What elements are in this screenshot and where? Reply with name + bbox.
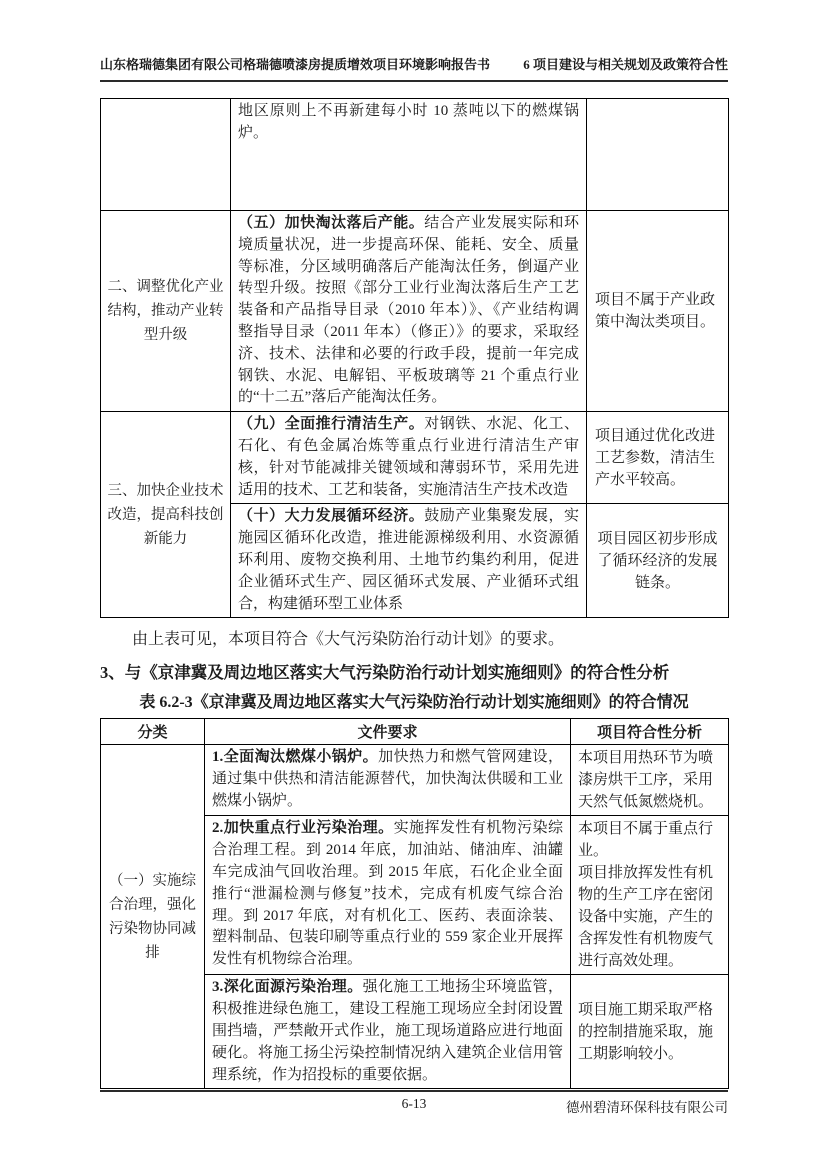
table-row [101,211,729,412]
analysis-cell [571,816,729,975]
header-report-title: 山东格瑞德集团有限公司格瑞德喷漆房提质增效项目环境影响报告书 [100,57,491,72]
page-number: 6-13 [401,1096,427,1111]
analysis-paragraph: 项目排放挥发性有机物的生产工序在密闭设备中实施，产生的含挥发性有机物废气进行高效处理。 [578,865,714,970]
category-cell: 二、调整优化产业结构，推动产业转型升级 [101,211,231,412]
requirement-lead: 3.深化面源污染治理。 [212,979,363,996]
requirement-cell [205,975,571,1089]
conclusion-paragraph: 由上表可见，本项目符合《大气污染防治行动计划》的要求。 [132,631,565,649]
analysis-cell: 本项目用热环节为喷漆房烘干工序，采用天然气低氮燃烧机。 [571,745,729,816]
footer-company-name: 德州碧清环保科技有限公司 [566,1100,728,1115]
requirement-cell [205,745,571,816]
running-footer [100,1090,728,1116]
requirement-cell [231,211,587,412]
requirement-lead: （九）全面推行清洁生产。 [238,416,425,433]
category-cell: （一）实施综合治理，强化污染物协同减排 [101,745,205,1089]
table-row [101,412,729,504]
policy-compliance-table-1 [100,98,729,618]
requirement-text: 结合产业发展实际和环境质量状况，进一步提高环保、能耗、安全、质量等标准，分区域明确落后产能淘汰任务，倒逼产业转型升级。按照《部分工业行业淘汰落后生产工艺装备和产品指导目录（2010 年本）》、《产业结构调整指导目录（2011 年本）（修正）》的要求，采取经济、技术、法律和必要的行政手段，提前一年完成钢铁、水泥、电解铝、平板玻璃等 21 个重点行业的“十二五”落后产能淘汰任务。 [238,215,579,406]
requirement-text: 实施挥发性有机物污染综合治理工程。到 2014 年底，加油站、储油库、油罐车完成油气回收治理。到 2015 年底，石化企业全面推行“泄漏检测与修复”技术，完成有机废气综合治理。到 2017 年底，对有机化工、医药、表面涂装、塑料制品、包装印刷等重点行业的 559 家企业开展挥发性有机物综合治理。 [212,820,563,968]
requirement-cell [231,412,587,504]
category-cell-empty [101,99,231,211]
requirement-text: 鼓励产业集聚发展，实施园区循环化改造，推进能源梯级利用、水资源循环利用、废物交换利用、土地节约集约利用，促进企业循环式生产、园区循环式发展、产业循环式组合，构建循环型工业体系 [238,508,579,612]
analysis-cell: 项目施工期采取严格的控制措施采取，施工期影响较小。 [571,975,729,1089]
header-chapter-title: 6 项目建设与相关规划及政策符合性 [523,57,728,72]
table2-caption: 表 6.2-3《京津冀及周边地区落实大气污染防治行动计划实施细则》的符合情况 [139,694,689,712]
requirement-lead: （十）大力发展循环经济。 [238,508,425,525]
requirement-text: 强化施工工地扬尘环境监管，积极推进绿色施工，建设工程施工现场应全封闭设置围挡墙，严禁敞开式作业，施工现场道路应进行地面硬化。将施工扬尘污染控制情况纳入建筑企业信用管理系统，作为招投标的重要依据。 [212,979,563,1083]
requirement-text: 对钢铁、水泥、化工、石化、有色金属冶炼等重点行业进行清洁生产审核，针对节能减排关键领域和薄弱环节，采用先进适用的技术、工艺和装备，实施清洁生产技术改造 [238,416,579,498]
table-header-row [101,719,729,745]
section-heading: 3、与《京津冀及周边地区落实大气污染防治行动计划实施细则》的符合性分析 [100,663,670,683]
table-row [101,745,729,816]
requirement-cell [231,99,587,211]
running-header [100,0,728,82]
column-header-analysis: 项目符合性分析 [571,719,729,745]
requirement-lead: （五）加快淘汰落后产能。 [238,215,425,231]
requirement-cell [231,504,587,618]
analysis-cell: 项目园区初步形成了循环经济的发展链条。 [587,504,729,618]
requirement-lead: 2.加快重点行业污染治理。 [212,820,394,837]
column-header-category: 分类 [101,719,205,745]
requirement-cell [205,816,571,975]
column-header-requirement: 文件要求 [205,719,571,745]
requirement-text: 加快热力和燃气管网建设，通过集中供热和清洁能源替代，加快淘汰供暖和工业燃煤小锅炉。 [212,749,563,809]
analysis-cell: 项目不属于产业政策中淘汰类项目。 [587,211,729,412]
requirement-lead: 1.全面淘汰燃煤小锅炉。 [212,749,379,766]
table-row [101,99,729,211]
analysis-cell: 项目通过优化改进工艺参数，清洁生产水平较高。 [587,412,729,504]
requirement-text: 地区原则上不再新建每小时 10 蒸吨以下的燃煤锅炉。 [238,103,579,141]
policy-compliance-table-2 [100,718,729,1089]
analysis-cell-empty [587,99,729,211]
analysis-paragraph: 本项目不属于重点行业。 [578,821,714,860]
category-cell: 三、加快企业技术改造，提高科技创新能力 [101,412,231,618]
